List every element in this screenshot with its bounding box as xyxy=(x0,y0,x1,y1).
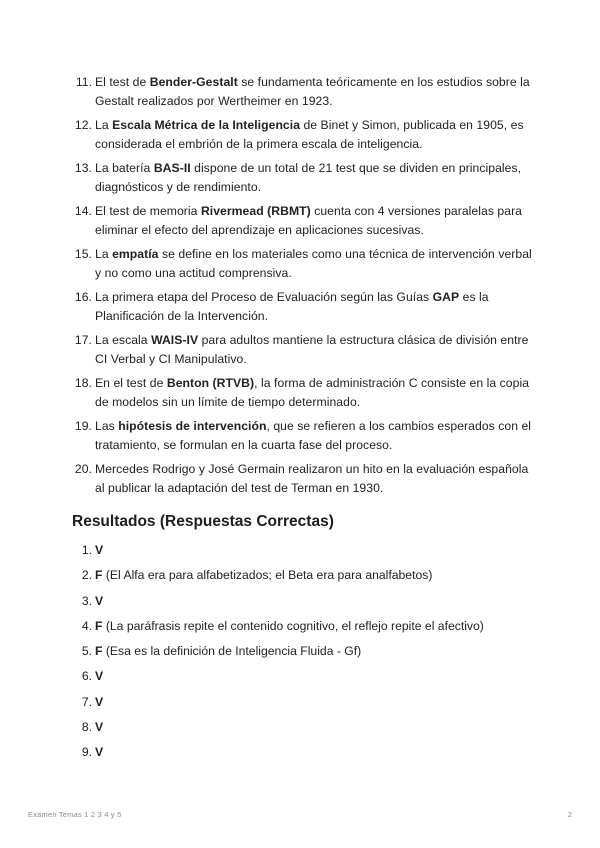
answer-number: 5. xyxy=(81,644,92,659)
answer-value: V xyxy=(95,543,104,557)
question-text-segment: Las xyxy=(95,419,119,433)
answer-number: 6. xyxy=(81,669,92,684)
footer-document-title: Examen Temas 1 2 3 4 y 5 xyxy=(28,810,122,819)
results-heading: Resultados (Respuestas Correctas) xyxy=(72,513,334,530)
question-text-segment: La xyxy=(95,118,113,132)
answer-value: V xyxy=(95,720,104,735)
question-text-segment: El test de memoria xyxy=(95,204,201,218)
question-key-term: Benton (RTVB) xyxy=(166,376,255,390)
question-key-term: GAP xyxy=(432,290,460,304)
question-number: 13. xyxy=(74,161,92,175)
question-text xyxy=(95,75,530,108)
answer-item xyxy=(72,718,532,743)
question-number: 11. xyxy=(75,75,92,89)
question-item xyxy=(72,374,532,411)
question-text-segment: Mercedes Rodrigo y José Germain realizaron un hito en la evaluación española al publicar la adaptación del test de Terman en 1930. xyxy=(95,462,529,495)
question-item xyxy=(72,73,532,110)
question-text xyxy=(95,290,489,323)
question-number: 16. xyxy=(74,290,92,304)
question-text xyxy=(95,419,531,452)
question-text-segment: de Binet y Simon, publicada en 1905, es considerada el embrión de la primera escala de inteligencia. xyxy=(95,118,524,151)
question-text xyxy=(95,376,529,409)
question-item xyxy=(72,116,532,153)
question-text-segment: cuenta con 4 versiones paralelas para eliminar el efecto del aprendizaje en aplicaciones sucesivas. xyxy=(95,204,523,237)
question-text-segment: para adultos mantiene la estructura clásica de división entre CI Verbal y CI Manipulativo. xyxy=(95,333,529,366)
answer-item xyxy=(72,693,532,718)
answer-item xyxy=(72,617,532,642)
answer-value: F xyxy=(95,644,103,659)
question-item xyxy=(72,417,532,454)
question-key-term: hipótesis de intervención xyxy=(118,419,267,433)
question-number: 12. xyxy=(74,118,92,132)
answer-number: 4. xyxy=(81,618,92,633)
question-text-segment: En el test de xyxy=(95,376,167,390)
question-number: 20. xyxy=(74,462,92,476)
answer-item xyxy=(72,566,532,591)
answer-item xyxy=(72,642,532,667)
question-text-segment: La escala xyxy=(95,333,152,347)
question-text xyxy=(95,161,521,194)
answer-value: F xyxy=(95,568,103,583)
answer-explanation: (El Alfa era para alfabetizados; el Beta era para analfabetos) xyxy=(102,568,433,583)
question-text-segment: La xyxy=(95,247,113,261)
answer-number: 2. xyxy=(81,568,92,583)
question-number: 19. xyxy=(74,419,92,433)
answer-number: 7. xyxy=(81,694,92,709)
answer-item xyxy=(72,592,532,617)
question-list xyxy=(72,73,532,503)
question-text-segment: La primera etapa del Proceso de Evaluación según las Guías xyxy=(95,290,433,304)
footer-page-number: 2 xyxy=(567,810,572,819)
question-text-segment: , que se refieren a los cambios esperados con el tratamiento, se formulan en la cuarta fase del proceso. xyxy=(95,419,532,452)
question-text-segment: se fundamenta teóricamente en los estudios sobre la Gestalt realizados por Wertheimer en 1923. xyxy=(95,75,530,108)
question-number: 14. xyxy=(74,204,92,218)
answer-number: 3. xyxy=(81,593,92,608)
question-key-term: WAIS-IV xyxy=(151,333,199,347)
question-key-term: Bender-Gestalt xyxy=(149,75,238,89)
answer-value: V xyxy=(95,593,104,608)
answer-explanation: (Esa es la definición de Inteligencia Fluida - Gf) xyxy=(102,644,362,659)
answer-list xyxy=(72,541,532,769)
question-number: 17. xyxy=(74,333,92,347)
answer-item xyxy=(72,743,532,768)
answer-item xyxy=(72,667,532,692)
answer-number: 9. xyxy=(81,745,92,760)
question-item xyxy=(72,460,532,497)
question-number: 15. xyxy=(74,247,92,261)
question-text-segment: , la forma de administración C consiste en la copia de modelos sin un límite de tiempo determinado. xyxy=(95,376,530,409)
answer-value: F xyxy=(95,618,103,633)
question-item xyxy=(72,288,532,325)
question-text xyxy=(95,462,528,495)
question-key-term: Escala Métrica de la Inteligencia xyxy=(112,118,301,132)
question-key-term: BAS-II xyxy=(153,161,191,175)
answer-value: V xyxy=(95,669,104,684)
question-text xyxy=(95,118,524,151)
question-item xyxy=(72,159,532,196)
question-text-segment: es la Planificación de la Intervención. xyxy=(95,290,489,323)
question-item xyxy=(72,245,532,282)
question-key-term: Rivermead (RBMT) xyxy=(200,204,311,218)
question-text xyxy=(95,247,532,280)
answer-number: 8. xyxy=(81,720,92,735)
question-text-segment: El test de xyxy=(95,75,150,89)
answer-item xyxy=(72,541,532,566)
question-number: 18. xyxy=(74,376,92,390)
question-item xyxy=(72,202,532,239)
answer-number: 1. xyxy=(81,543,92,557)
question-text xyxy=(95,333,528,366)
question-text-segment: dispone de un total de 21 test que se dividen en principales, diagnósticos y de rendimiento. xyxy=(95,161,522,194)
answer-value: V xyxy=(95,745,104,760)
question-text-segment: La batería xyxy=(95,161,154,175)
question-item xyxy=(72,331,532,368)
question-key-term: empatía xyxy=(112,247,159,261)
answer-value: V xyxy=(95,694,104,709)
question-text-segment: se define en los materiales como una técnica de intervención verbal y no como una actitud comprensiva. xyxy=(95,247,532,280)
question-text xyxy=(95,204,522,237)
answer-explanation: (La paráfrasis repite el contenido cognitivo, el reflejo repite el afectivo) xyxy=(102,618,484,633)
